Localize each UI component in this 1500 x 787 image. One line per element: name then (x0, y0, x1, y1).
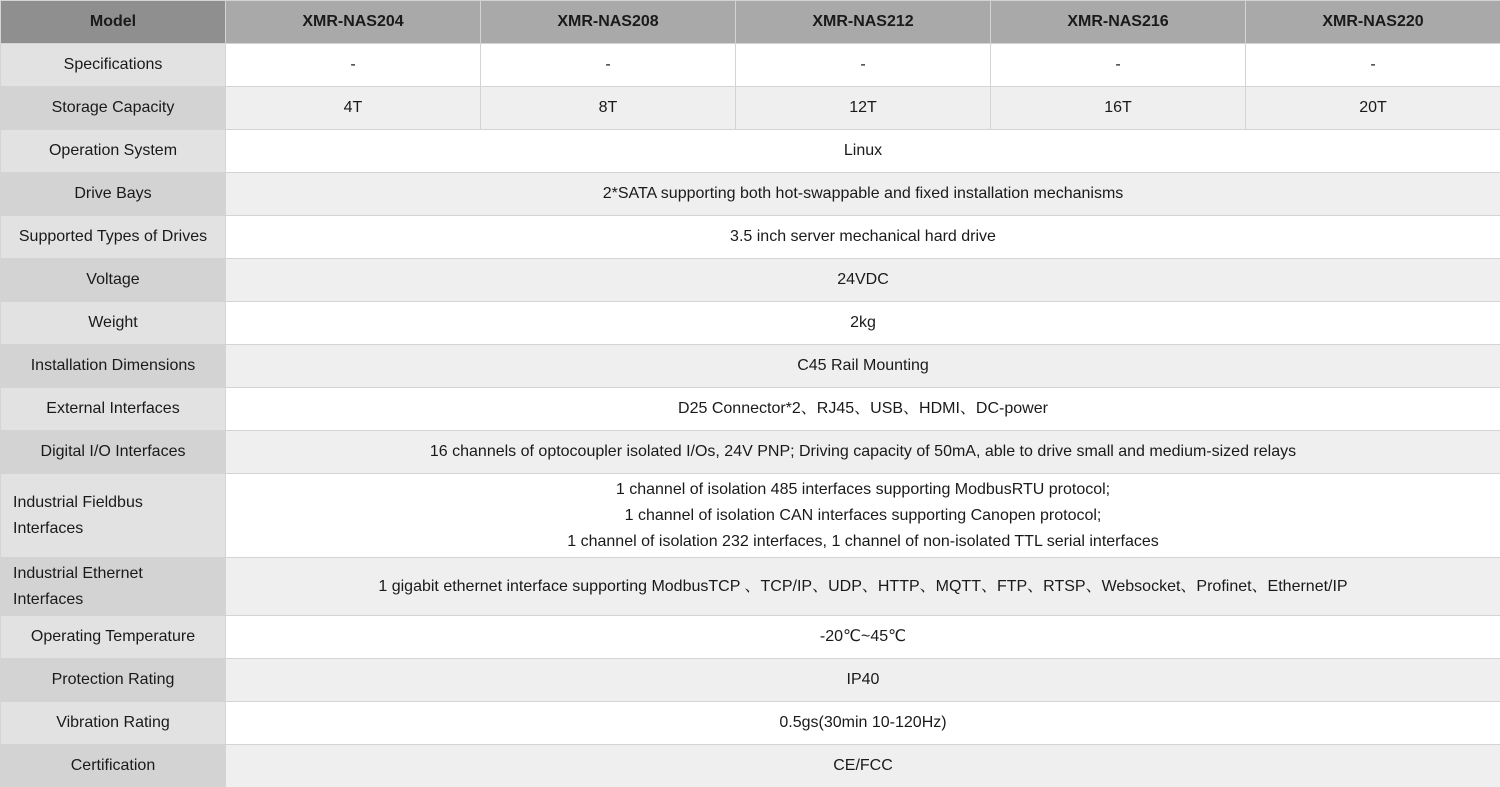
row-label: Digital I/O Interfaces (1, 431, 226, 474)
row-label: Supported Types of Drives (1, 216, 226, 259)
table-cell: - (991, 44, 1246, 87)
row-label: Installation Dimensions (1, 345, 226, 388)
table-row-specifications (1, 44, 1500, 87)
model-column-header: XMR-NAS208 (481, 1, 736, 44)
table-row-ethernet (1, 558, 1500, 616)
model-column-header: XMR-NAS220 (1246, 1, 1500, 44)
table-cell: 16T (991, 87, 1246, 130)
row-label: Operating Temperature (1, 616, 226, 659)
model-column-header: XMR-NAS216 (991, 1, 1246, 44)
table-cell: -20℃~45℃ (226, 616, 1500, 659)
table-row-vibration (1, 702, 1500, 745)
table-cell: 20T (1246, 87, 1500, 130)
table-row-digital-io (1, 431, 1500, 474)
fieldbus-line: 1 channel of isolation 485 interfaces supporting ModbusRTU protocol; (615, 480, 1111, 498)
table-row-voltage (1, 259, 1500, 302)
row-label: Protection Rating (1, 659, 226, 702)
table-cell: - (226, 44, 481, 87)
row-label: Weight (1, 302, 226, 345)
table-cell: 2*SATA supporting both hot-swappable and fixed installation mechanisms (226, 173, 1500, 216)
table-row-certification (1, 745, 1500, 787)
row-label: Industrial Fieldbus Interfaces (1, 474, 226, 558)
model-header: Model (1, 1, 226, 44)
table-cell: 24VDC (226, 259, 1500, 302)
row-label: External Interfaces (1, 388, 226, 431)
fieldbus-line: 1 channel of isolation 232 interfaces, 1 channel of non-isolated TTL serial interfaces (567, 532, 1159, 550)
table-row-external-interfaces (1, 388, 1500, 431)
table-row-protection (1, 659, 1500, 702)
table-cell (226, 474, 1500, 558)
table-row-weight (1, 302, 1500, 345)
row-label: Industrial Ethernet Interfaces (1, 558, 226, 616)
table-row-fieldbus (1, 474, 1500, 558)
table-cell: - (736, 44, 991, 87)
table-row-drive-types (1, 216, 1500, 259)
table-cell: 12T (736, 87, 991, 130)
table-cell: Linux (226, 130, 1500, 173)
row-label: Operation System (1, 130, 226, 173)
model-column-header: XMR-NAS204 (226, 1, 481, 44)
model-column-header: XMR-NAS212 (736, 1, 991, 44)
table-cell: D25 Connector*2、RJ45、USB、HDMI、DC-power (226, 388, 1500, 431)
row-label: Storage Capacity (1, 87, 226, 130)
table-row-drive-bays (1, 173, 1500, 216)
table-row-storage-capacity (1, 87, 1500, 130)
table-cell: 2kg (226, 302, 1500, 345)
table-cell: 4T (226, 87, 481, 130)
table-cell: 3.5 inch server mechanical hard drive (226, 216, 1500, 259)
row-label: Specifications (1, 44, 226, 87)
fieldbus-line: 1 channel of isolation CAN interfaces supporting Canopen protocol; (624, 506, 1102, 524)
table-cell: - (1246, 44, 1500, 87)
table-row-temperature (1, 616, 1500, 659)
table-cell: IP40 (226, 659, 1500, 702)
table-cell: 1 gigabit ethernet interface supporting ModbusTCP 、TCP/IP、UDP、HTTP、MQTT、FTP、RTSP、Websocket、Profinet、Ethernet/IP (226, 558, 1500, 616)
table-cell: CE/FCC (226, 745, 1500, 787)
table-row-installation (1, 345, 1500, 388)
table-cell: C45 Rail Mounting (226, 345, 1500, 388)
table-cell: 16 channels of optocoupler isolated I/Os, 24V PNP; Driving capacity of 50mA, able to drive small and medium-sized relays (226, 431, 1500, 474)
header-row (1, 1, 1500, 44)
table-cell: 8T (481, 87, 736, 130)
table-cell: - (481, 44, 736, 87)
row-label: Voltage (1, 259, 226, 302)
row-label: Drive Bays (1, 173, 226, 216)
row-label: Certification (1, 745, 226, 787)
table-row-operation-system (1, 130, 1500, 173)
table-cell: 0.5gs(30min 10-120Hz) (226, 702, 1500, 745)
row-label: Vibration Rating (1, 702, 226, 745)
